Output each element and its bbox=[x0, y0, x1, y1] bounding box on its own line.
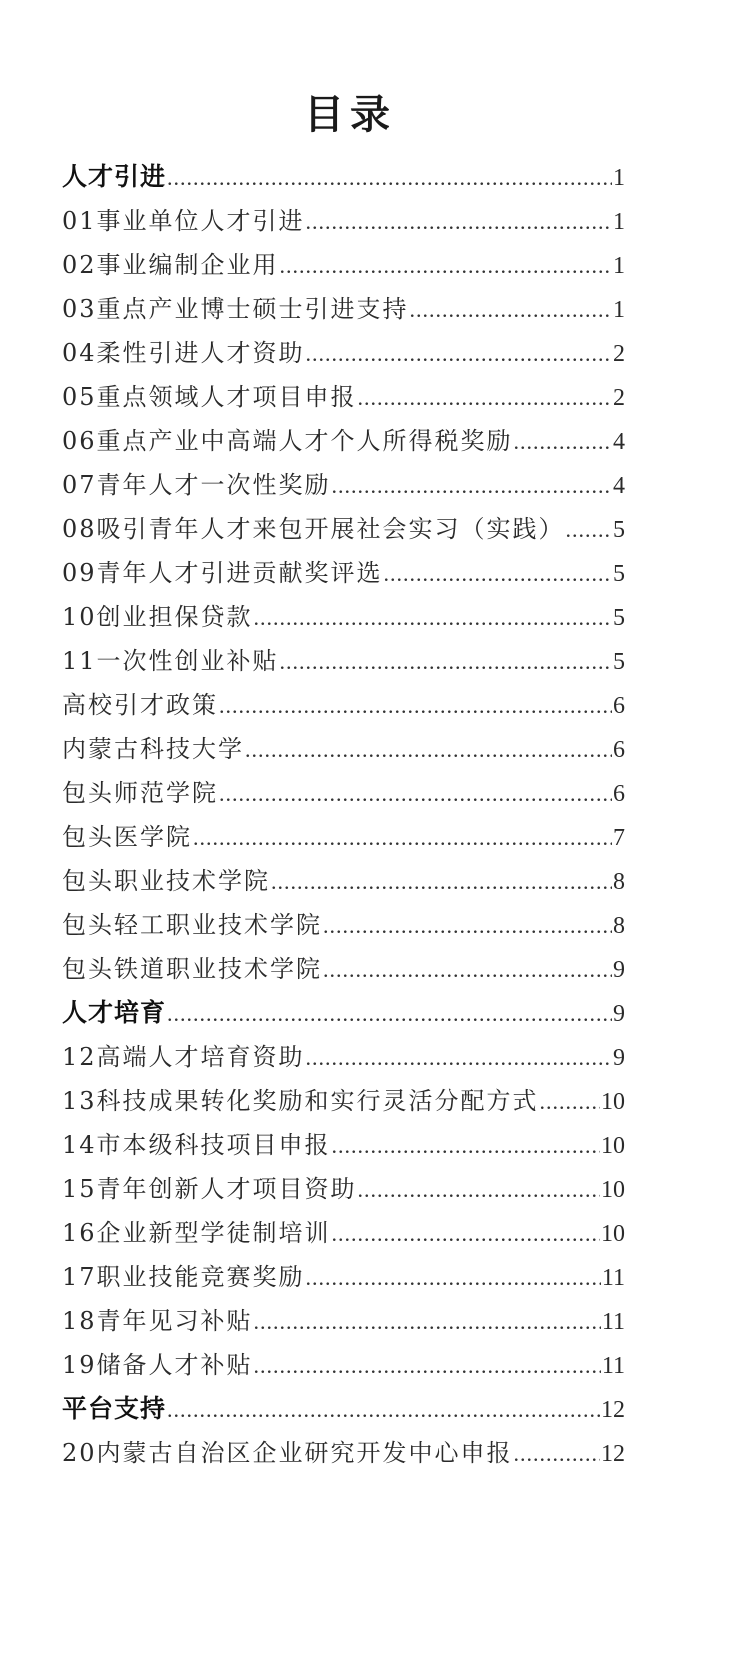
toc-entry[interactable] bbox=[62, 771, 625, 815]
dot-leader bbox=[323, 904, 612, 948]
toc-entry[interactable] bbox=[62, 199, 625, 243]
toc-entry[interactable] bbox=[62, 1431, 625, 1475]
section-title: 平台支持 bbox=[62, 1394, 167, 1423]
toc-section-entry[interactable] bbox=[62, 1387, 625, 1431]
toc-section-entry[interactable] bbox=[62, 991, 625, 1035]
toc-entry[interactable] bbox=[62, 595, 625, 639]
dot-leader bbox=[271, 860, 612, 904]
toc-entry[interactable] bbox=[62, 1299, 625, 1343]
section-title: 人才引进 bbox=[62, 162, 167, 191]
dot-leader bbox=[332, 464, 612, 508]
dot-leader bbox=[254, 1344, 601, 1388]
entry-title: 03重点产业博士硕士引进支持 bbox=[62, 295, 409, 323]
toc-entry[interactable] bbox=[62, 243, 625, 287]
page-number: 11 bbox=[601, 1309, 625, 1335]
dot-leader bbox=[306, 1256, 601, 1300]
table-of-contents bbox=[62, 155, 625, 1475]
dot-leader bbox=[384, 552, 612, 596]
toc-entry[interactable] bbox=[62, 1343, 625, 1387]
dot-leader bbox=[410, 288, 612, 332]
page-number: 4 bbox=[613, 473, 625, 499]
dot-leader bbox=[306, 332, 612, 376]
dot-leader bbox=[167, 992, 612, 1036]
entry-title: 15青年创新人才项目资助 bbox=[62, 1175, 357, 1203]
entry-title: 包头职业技术学院 bbox=[62, 867, 270, 895]
dot-leader bbox=[514, 1432, 600, 1476]
dot-leader bbox=[245, 728, 612, 772]
page-number: 7 bbox=[613, 825, 625, 851]
page-number: 5 bbox=[613, 605, 625, 631]
toc-entry[interactable] bbox=[62, 1035, 625, 1079]
entry-title: 07青年人才一次性奖励 bbox=[62, 471, 331, 499]
dot-leader bbox=[254, 596, 612, 640]
toc-entry[interactable] bbox=[62, 287, 625, 331]
dot-leader bbox=[167, 1388, 600, 1432]
entry-title: 包头铁道职业技术学院 bbox=[62, 955, 322, 983]
page-number: 10 bbox=[601, 1177, 625, 1203]
entry-title: 06重点产业中高端人才个人所得税奖励 bbox=[62, 427, 513, 455]
entry-title: 08吸引青年人才来包开展社会实习（实践） bbox=[62, 515, 565, 543]
page-number: 9 bbox=[613, 1001, 625, 1027]
entry-title: 20内蒙古自治区企业研究开发中心申报 bbox=[62, 1439, 513, 1467]
toc-entry[interactable] bbox=[62, 419, 625, 463]
entry-title: 包头医学院 bbox=[62, 823, 192, 851]
page-title: 目录 bbox=[304, 92, 396, 138]
entry-title: 18青年见习补贴 bbox=[62, 1307, 253, 1335]
page-number: 1 bbox=[613, 297, 625, 323]
toc-entry[interactable] bbox=[62, 463, 625, 507]
entry-title: 内蒙古科技大学 bbox=[62, 735, 244, 763]
entry-title: 01事业单位人才引进 bbox=[62, 207, 305, 235]
dot-leader bbox=[358, 1168, 600, 1212]
entry-title: 04柔性引进人才资助 bbox=[62, 339, 305, 367]
entry-title: 10创业担保贷款 bbox=[62, 603, 253, 631]
entry-title: 09青年人才引进贡献奖评选 bbox=[62, 559, 383, 587]
dot-leader bbox=[514, 420, 612, 464]
entry-title: 12高端人才培育资助 bbox=[62, 1043, 305, 1071]
toc-entry[interactable] bbox=[62, 331, 625, 375]
toc-section-entry[interactable] bbox=[62, 155, 625, 199]
page-number: 5 bbox=[613, 561, 625, 587]
page-number: 1 bbox=[613, 165, 625, 191]
toc-entry[interactable] bbox=[62, 1123, 625, 1167]
entry-title: 高校引才政策 bbox=[62, 691, 218, 719]
page-number: 6 bbox=[613, 781, 625, 807]
page-number: 10 bbox=[601, 1133, 625, 1159]
page-number: 8 bbox=[613, 869, 625, 895]
entry-title: 14市本级科技项目申报 bbox=[62, 1131, 331, 1159]
entry-title: 19储备人才补贴 bbox=[62, 1351, 253, 1379]
page-number: 4 bbox=[613, 429, 625, 455]
dot-leader bbox=[280, 244, 612, 288]
toc-entry[interactable] bbox=[62, 1167, 625, 1211]
page-number: 11 bbox=[601, 1265, 625, 1291]
page-number: 2 bbox=[613, 341, 625, 367]
dot-leader bbox=[167, 156, 612, 200]
toc-entry[interactable] bbox=[62, 1255, 625, 1299]
section-title: 人才培育 bbox=[62, 998, 167, 1027]
page-number: 10 bbox=[601, 1089, 625, 1115]
toc-entry[interactable] bbox=[62, 903, 625, 947]
dot-leader bbox=[254, 1300, 601, 1344]
dot-leader bbox=[219, 684, 612, 728]
page-number: 10 bbox=[601, 1221, 625, 1247]
toc-entry[interactable] bbox=[62, 859, 625, 903]
dot-leader bbox=[219, 772, 612, 816]
dot-leader bbox=[306, 1036, 612, 1080]
toc-entry[interactable] bbox=[62, 551, 625, 595]
dot-leader bbox=[193, 816, 612, 860]
page-number: 1 bbox=[613, 253, 625, 279]
page-number: 8 bbox=[613, 913, 625, 939]
dot-leader bbox=[332, 1212, 600, 1256]
page-number: 9 bbox=[613, 1045, 625, 1071]
page-number: 12 bbox=[601, 1397, 625, 1423]
page-number: 11 bbox=[601, 1353, 625, 1379]
dot-leader bbox=[540, 1080, 600, 1124]
entry-title: 16企业新型学徒制培训 bbox=[62, 1219, 331, 1247]
toc-entry[interactable] bbox=[62, 727, 625, 771]
entry-title: 13科技成果转化奖励和实行灵活分配方式 bbox=[62, 1087, 539, 1115]
page-number: 6 bbox=[613, 693, 625, 719]
dot-leader bbox=[323, 948, 612, 992]
toc-entry[interactable] bbox=[62, 639, 625, 683]
page-number: 6 bbox=[613, 737, 625, 763]
entry-title: 05重点领域人才项目申报 bbox=[62, 383, 357, 411]
toc-entry[interactable] bbox=[62, 683, 625, 727]
toc-entry[interactable] bbox=[62, 815, 625, 859]
dot-leader bbox=[280, 640, 612, 684]
toc-entry[interactable] bbox=[62, 375, 625, 419]
entry-title: 包头师范学院 bbox=[62, 779, 218, 807]
toc-entry[interactable] bbox=[62, 507, 625, 551]
page-number: 1 bbox=[613, 209, 625, 235]
dot-leader bbox=[306, 200, 612, 244]
page-number: 2 bbox=[613, 385, 625, 411]
dot-leader bbox=[566, 508, 612, 552]
entry-title: 02事业编制企业用 bbox=[62, 251, 279, 279]
entry-title: 11一次性创业补贴 bbox=[62, 647, 279, 675]
toc-entry[interactable] bbox=[62, 1211, 625, 1255]
toc-entry[interactable] bbox=[62, 947, 625, 991]
entry-title: 包头轻工职业技术学院 bbox=[62, 911, 322, 939]
entry-title: 17职业技能竞赛奖励 bbox=[62, 1263, 305, 1291]
toc-entry[interactable] bbox=[62, 1079, 625, 1123]
dot-leader bbox=[358, 376, 612, 420]
page-number: 12 bbox=[601, 1441, 625, 1467]
dot-leader bbox=[332, 1124, 600, 1168]
page-number: 9 bbox=[613, 957, 625, 983]
page-number: 5 bbox=[613, 517, 625, 543]
page-number: 5 bbox=[613, 649, 625, 675]
